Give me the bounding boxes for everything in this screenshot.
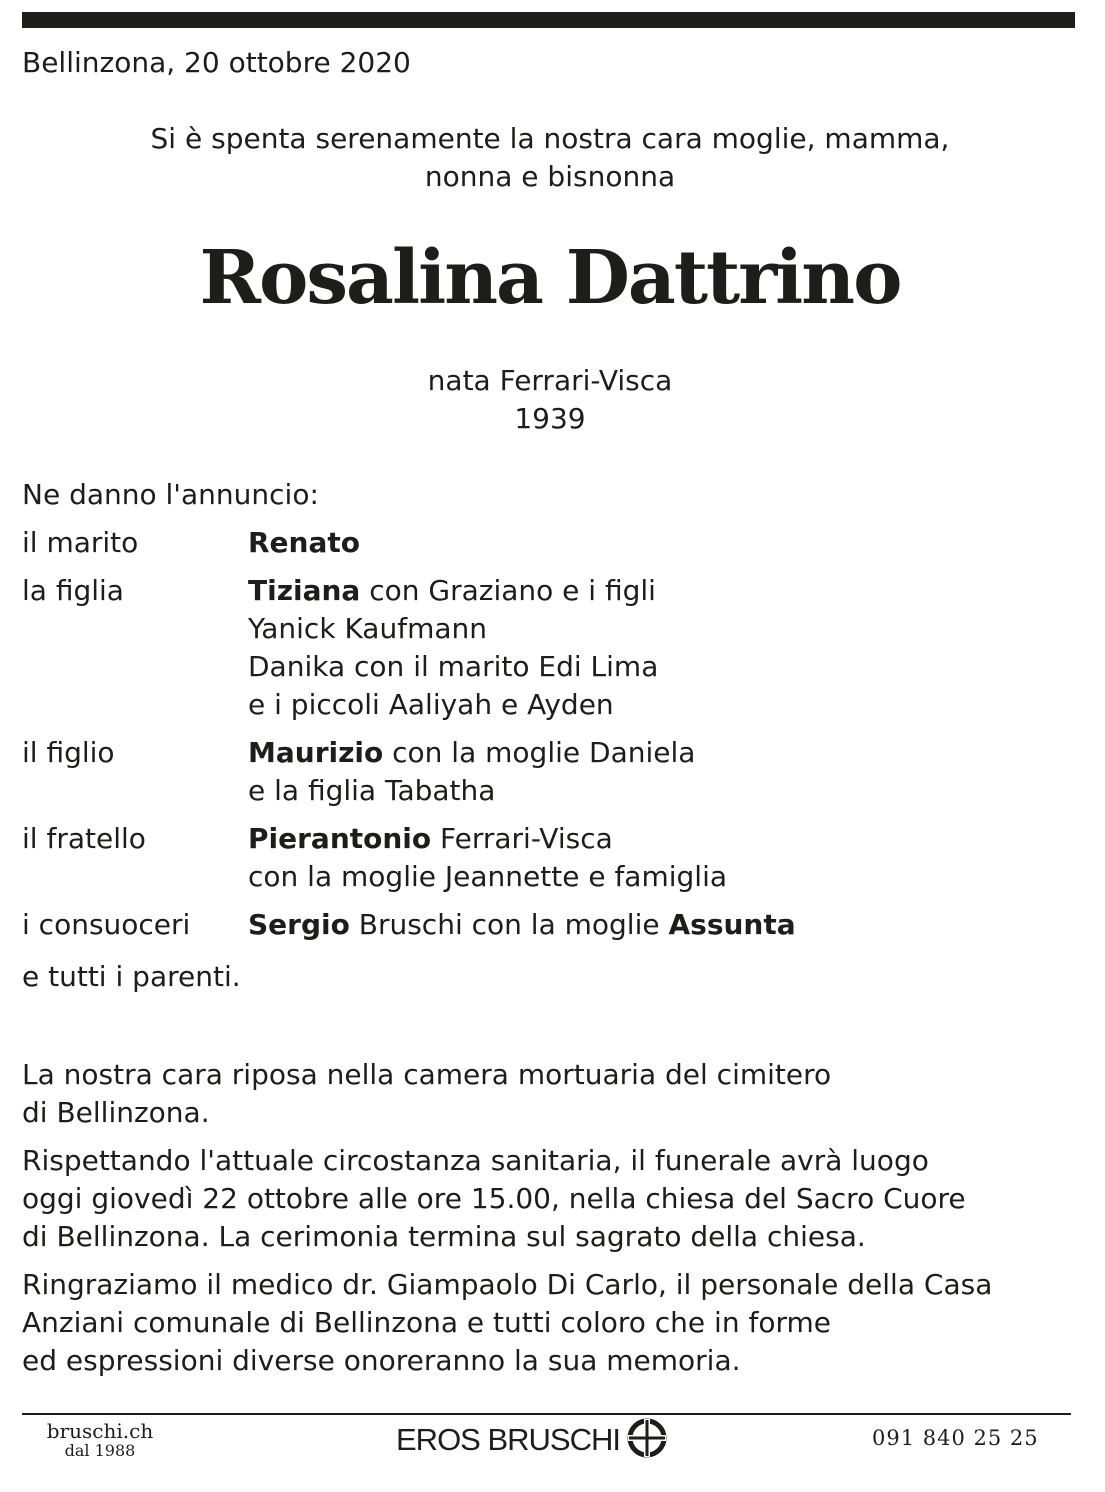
- cross-circle-emblem-icon: [626, 1417, 668, 1463]
- member-name: Assunta: [668, 908, 796, 941]
- notice-line: di Bellinzona. La cerimonia termina sul sagrato della chiesa.: [22, 1220, 866, 1253]
- member-detail: Yanick Kaufmann: [248, 612, 487, 645]
- resting-notice: [22, 1056, 1082, 1132]
- member-detail: con la moglie Daniela: [383, 736, 696, 769]
- place-date: Bellinzona, 20 ottobre 2020: [22, 46, 411, 79]
- member-line: [248, 648, 658, 686]
- announcement-lead: Ne danno l'annuncio:: [22, 478, 319, 511]
- notice-line: ed espressioni diverse onoreranno la sua memoria.: [22, 1344, 741, 1377]
- intro-line: nonna e bisnonna: [424, 160, 676, 193]
- birth-info: [0, 362, 1100, 438]
- relation-label: la figlia: [22, 574, 124, 607]
- member-detail: con la moglie Jeannette e famiglia: [248, 860, 728, 893]
- phone-number: 091 840 25 25: [872, 1426, 1039, 1450]
- member-detail: Bruschi con la moglie: [349, 908, 669, 941]
- intro-text: [0, 120, 1100, 196]
- website-label: bruschi.ch: [46, 1419, 154, 1443]
- family-row: [22, 734, 1082, 810]
- maiden-name: nata Ferrari-Visca: [427, 364, 673, 397]
- deceased-name: Rosalina Dattrino: [199, 235, 901, 321]
- member-name: Maurizio: [248, 736, 384, 769]
- member-name: Sergio: [248, 908, 350, 941]
- member-line: [248, 734, 695, 772]
- logo-text: EROS BRUSCHI: [396, 1422, 620, 1457]
- footer-website: [30, 1420, 170, 1460]
- member-detail: e i piccoli Aaliyah e Ayden: [248, 688, 614, 721]
- member-line: [248, 820, 727, 858]
- funeral-notice: [22, 1142, 1082, 1256]
- family-members: [248, 906, 796, 944]
- relation-label: il marito: [22, 526, 139, 559]
- since-label: dal 1988: [64, 1441, 136, 1460]
- thanks-notice: [22, 1266, 1082, 1380]
- member-line: [248, 772, 695, 810]
- company-logo: [396, 1418, 668, 1462]
- bottom-rule: [22, 1413, 1071, 1415]
- member-detail: e la figlia Tabatha: [248, 774, 496, 807]
- member-line: [248, 572, 658, 610]
- family-row: [22, 572, 1082, 724]
- all-relatives: e tutti i parenti.: [22, 960, 241, 993]
- top-rule: [22, 12, 1075, 28]
- birth-year: 1939: [514, 402, 586, 435]
- relation-label: il fratello: [22, 822, 146, 855]
- family-members: [248, 572, 658, 724]
- member-line: [248, 906, 796, 944]
- family-members: [248, 524, 360, 562]
- member-detail: Ferrari-Visca: [431, 822, 613, 855]
- family-row: [22, 906, 1082, 944]
- notice-line: Anziani comunale di Bellinzona e tutti coloro che in forme: [22, 1306, 831, 1339]
- intro-line: Si è spenta serenamente la nostra cara moglie, mamma,: [150, 122, 950, 155]
- member-name: Renato: [248, 526, 360, 559]
- member-line: [248, 858, 727, 896]
- notice-line: di Bellinzona.: [22, 1096, 210, 1129]
- notices: [22, 1056, 1082, 1390]
- notice-line: Ringraziamo il medico dr. Giampaolo Di Carlo, il personale della Casa: [22, 1268, 993, 1301]
- relation-label: il figlio: [22, 736, 115, 769]
- member-line: [248, 524, 360, 562]
- notice-line: La nostra cara riposa nella camera mortuaria del cimitero: [22, 1058, 832, 1091]
- member-name: Tiziana: [248, 574, 361, 607]
- family-row: [22, 820, 1082, 896]
- member-detail: Danika con il marito Edi Lima: [248, 650, 659, 683]
- notice-line: Rispettando l'attuale circostanza sanitaria, il funerale avrà luogo: [22, 1144, 929, 1177]
- family-members: [248, 820, 727, 896]
- member-line: [248, 686, 658, 724]
- family-list: [22, 524, 1082, 954]
- member-line: [248, 610, 658, 648]
- family-members: [248, 734, 695, 810]
- relation-label: i consuoceri: [22, 908, 191, 941]
- member-name: Pierantonio: [248, 822, 432, 855]
- member-detail: con Graziano e i figli: [360, 574, 656, 607]
- family-row: [22, 524, 1082, 562]
- notice-line: oggi giovedì 22 ottobre alle ore 15.00, nella chiesa del Sacro Cuore: [22, 1182, 966, 1215]
